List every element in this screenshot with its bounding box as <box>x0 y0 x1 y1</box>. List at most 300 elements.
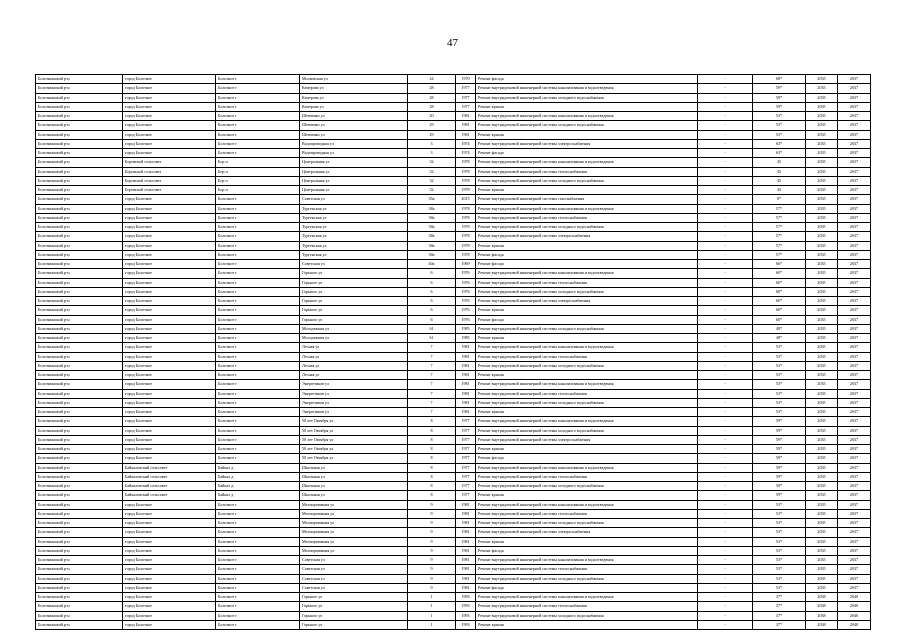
house-number-cell: 38а <box>408 250 456 259</box>
settlement-cell: Болотное г <box>216 454 300 463</box>
period-end-cell: 2037 <box>838 158 871 167</box>
dash-cell: - <box>698 149 753 158</box>
table-row <box>36 435 871 444</box>
dash-cell: - <box>698 593 753 602</box>
year-cell: 1977 <box>456 445 476 454</box>
house-number-cell: 7 <box>408 343 456 352</box>
district-cell: Болотнинский р-н <box>36 223 123 232</box>
wear-cell: 59* <box>753 102 806 111</box>
district-cell: Болотнинский р-н <box>36 509 123 518</box>
work-type-cell: Ремонт крыши <box>476 371 698 380</box>
settlement-cell: Болотное г <box>216 519 300 528</box>
settlement-cell: Болотное г <box>216 620 300 629</box>
work-type-cell: Ремонт внутридомовой инженерной системы теплоснабжения <box>476 278 698 287</box>
dash-cell: - <box>698 574 753 583</box>
year-cell: 1977 <box>456 84 476 93</box>
municipality-cell: город Болотное <box>123 454 216 463</box>
work-type-cell: Ремонт фасада <box>476 583 698 592</box>
table-row <box>36 232 871 241</box>
street-cell: Горького ул <box>300 269 408 278</box>
house-number-cell: 1 <box>408 602 456 611</box>
table-row <box>36 250 871 259</box>
work-type-cell: Ремонт внутридомовой инженерной системы холодного водоснабжения <box>476 519 698 528</box>
settlement-cell: Байкал д <box>216 463 300 472</box>
period-end-cell: 2037 <box>838 324 871 333</box>
dash-cell: - <box>698 398 753 407</box>
dash-cell: - <box>698 112 753 121</box>
house-number-cell: 28 <box>408 102 456 111</box>
house-number-cell: 9 <box>408 537 456 546</box>
municipality-cell: город Болотное <box>123 574 216 583</box>
year-cell: 1978 <box>456 250 476 259</box>
work-type-cell: Ремонт крыши <box>476 537 698 546</box>
district-cell: Болотнинский р-н <box>36 176 123 185</box>
dash-cell: - <box>698 482 753 491</box>
year-cell: 1981 <box>456 112 476 121</box>
district-cell: Болотнинский р-н <box>36 213 123 222</box>
wear-cell: 59* <box>753 454 806 463</box>
period-end-cell: 2037 <box>838 537 871 546</box>
year-cell: 1969 <box>456 260 476 269</box>
district-cell: Болотнинский р-н <box>36 371 123 380</box>
table-row <box>36 241 871 250</box>
year-cell: 1977 <box>456 417 476 426</box>
wear-cell: 60* <box>753 269 806 278</box>
year-cell: 1981 <box>456 528 476 537</box>
municipality-cell: город Болотное <box>123 315 216 324</box>
work-type-cell: Ремонт внутридомовой инженерной системы теплоснабжения <box>476 509 698 518</box>
work-type-cell: Ремонт фасада <box>476 260 698 269</box>
dash-cell: - <box>698 167 753 176</box>
year-cell: 1978 <box>456 213 476 222</box>
period-end-cell: 2037 <box>838 398 871 407</box>
house-number-cell: 32 <box>408 158 456 167</box>
settlement-cell: Болотное г <box>216 269 300 278</box>
year-cell: 1981 <box>456 408 476 417</box>
house-number-cell: 9 <box>408 546 456 555</box>
house-number-cell: 7 <box>408 398 456 407</box>
wear-cell: 59* <box>753 445 806 454</box>
period-start-cell: 2035 <box>806 158 838 167</box>
wear-cell: 48* <box>753 324 806 333</box>
street-cell: Советская ул <box>300 583 408 592</box>
table-body <box>36 75 871 630</box>
period-start-cell: 2035 <box>806 435 838 444</box>
municipality-cell: город Болотное <box>123 241 216 250</box>
house-number-cell: 40а <box>408 260 456 269</box>
district-cell: Болотнинский р-н <box>36 574 123 583</box>
wear-cell: 63* <box>753 139 806 148</box>
street-cell: Горького ул <box>300 306 408 315</box>
table-row <box>36 602 871 611</box>
settlement-cell: Болотное г <box>216 223 300 232</box>
house-number-cell: 7 <box>408 352 456 361</box>
work-type-cell: Ремонт фасада <box>476 75 698 84</box>
settlement-cell: Болотное г <box>216 204 300 213</box>
work-type-cell: Ремонт внутридомовой инженерной системы холодного водоснабжения <box>476 574 698 583</box>
dash-cell: - <box>698 611 753 620</box>
dash-cell: - <box>698 84 753 93</box>
period-end-cell: 2037 <box>838 528 871 537</box>
period-start-cell: 2035 <box>806 556 838 565</box>
house-number-cell: 6 <box>408 269 456 278</box>
settlement-cell: Болотное г <box>216 426 300 435</box>
year-cell: 1985 <box>456 324 476 333</box>
municipality-cell: город Болотное <box>123 417 216 426</box>
wear-cell: 45 <box>753 176 806 185</box>
wear-cell: 53* <box>753 546 806 555</box>
municipality-cell: Байкаловский сельсовет <box>123 463 216 472</box>
settlement-cell: Болотное г <box>216 213 300 222</box>
year-cell: 1981 <box>456 121 476 130</box>
street-cell: Горького ул <box>300 620 408 629</box>
district-cell: Болотнинский р-н <box>36 546 123 555</box>
page-number: 47 <box>447 37 458 49</box>
street-cell: Энергетиков ул <box>300 380 408 389</box>
street-cell: Молодежная ул <box>300 334 408 343</box>
table-row <box>36 343 871 352</box>
district-cell: Болотнинский р-н <box>36 491 123 500</box>
period-start-cell: 2035 <box>806 324 838 333</box>
municipality-cell: город Болотное <box>123 213 216 222</box>
work-type-cell: Ремонт внутридомовой инженерной системы электроснабжения <box>476 528 698 537</box>
dash-cell: - <box>698 75 753 84</box>
house-number-cell: 8 <box>408 472 456 481</box>
settlement-cell: Болотное г <box>216 537 300 546</box>
period-end-cell: 2037 <box>838 93 871 102</box>
table-row <box>36 371 871 380</box>
settlement-cell: Болотное г <box>216 583 300 592</box>
street-cell: Советская ул <box>300 565 408 574</box>
settlement-cell: Болотное г <box>216 556 300 565</box>
municipality-cell: город Болотное <box>123 269 216 278</box>
table-row <box>36 269 871 278</box>
year-cell: 1976 <box>456 297 476 306</box>
period-end-cell: 2037 <box>838 213 871 222</box>
table-row <box>36 482 871 491</box>
wear-cell: 60* <box>753 278 806 287</box>
settlement-cell: Болотное г <box>216 306 300 315</box>
period-end-cell: 2037 <box>838 297 871 306</box>
table-row <box>36 352 871 361</box>
period-start-cell: 2035 <box>806 463 838 472</box>
settlement-cell: Болотное г <box>216 361 300 370</box>
work-type-cell: Ремонт внутридомовой инженерной системы теплоснабжения <box>476 602 698 611</box>
period-end-cell: 2037 <box>838 454 871 463</box>
work-type-cell: Ремонт внутридомовой инженерной системы холодного водоснабжения <box>476 121 698 130</box>
district-cell: Болотнинский р-н <box>36 352 123 361</box>
house-number-cell: 1 <box>408 620 456 629</box>
municipality-cell: город Болотное <box>123 556 216 565</box>
street-cell: Школьная ул <box>300 472 408 481</box>
district-cell: Болотнинский р-н <box>36 315 123 324</box>
house-number-cell: 7 <box>408 380 456 389</box>
municipality-cell: Боровской сельсовет <box>123 186 216 195</box>
dash-cell: - <box>698 278 753 287</box>
settlement-cell: Болотное г <box>216 500 300 509</box>
municipality-cell: город Болотное <box>123 352 216 361</box>
municipality-cell: город Болотное <box>123 204 216 213</box>
work-type-cell: Ремонт крыши <box>476 186 698 195</box>
dash-cell: - <box>698 500 753 509</box>
settlement-cell: Болотное г <box>216 75 300 84</box>
dash-cell: - <box>698 380 753 389</box>
municipality-cell: город Болотное <box>123 121 216 130</box>
settlement-cell: Болотное г <box>216 380 300 389</box>
table-row <box>36 84 871 93</box>
street-cell: Мелиоративная ул <box>300 519 408 528</box>
district-cell: Болотнинский р-н <box>36 417 123 426</box>
settlement-cell: Болотное г <box>216 398 300 407</box>
table-row <box>36 519 871 528</box>
year-cell: 1981 <box>456 371 476 380</box>
house-number-cell: 29 <box>408 130 456 139</box>
period-start-cell: 2035 <box>806 93 838 102</box>
settlement-cell: Болотное г <box>216 417 300 426</box>
period-start-cell: 2035 <box>806 371 838 380</box>
table-row <box>36 315 871 324</box>
municipality-cell: город Болотное <box>123 435 216 444</box>
period-end-cell: 2037 <box>838 260 871 269</box>
wear-cell: 53* <box>753 500 806 509</box>
district-cell: Болотнинский р-н <box>36 583 123 592</box>
street-cell: Московская ул <box>300 75 408 84</box>
settlement-cell: Болотное г <box>216 509 300 518</box>
dash-cell: - <box>698 417 753 426</box>
street-cell: Центральная ул <box>300 186 408 195</box>
table-row <box>36 556 871 565</box>
district-cell: Болотнинский р-н <box>36 297 123 306</box>
period-start-cell: 2035 <box>806 84 838 93</box>
period-end-cell: 2037 <box>838 149 871 158</box>
year-cell: 1978 <box>456 186 476 195</box>
district-cell: Болотнинский р-н <box>36 620 123 629</box>
municipality-cell: город Болотное <box>123 565 216 574</box>
year-cell: 1993 <box>456 620 476 629</box>
period-end-cell: 2040 <box>838 593 871 602</box>
house-number-cell: 7 <box>408 371 456 380</box>
wear-cell: 59* <box>753 426 806 435</box>
municipality-cell: Боровской сельсовет <box>123 167 216 176</box>
wear-cell: 53* <box>753 537 806 546</box>
district-cell: Болотнинский р-н <box>36 380 123 389</box>
settlement-cell: Байкал д <box>216 482 300 491</box>
wear-cell: 53* <box>753 112 806 121</box>
district-cell: Болотнинский р-н <box>36 519 123 528</box>
settlement-cell: Болотное г <box>216 611 300 620</box>
work-type-cell: Ремонт внутридомовой инженерной системы канализования и водоотведения <box>476 112 698 121</box>
district-cell: Болотнинский р-н <box>36 500 123 509</box>
year-cell: 1977 <box>456 463 476 472</box>
municipality-cell: город Болотное <box>123 371 216 380</box>
municipality-cell: город Болотное <box>123 324 216 333</box>
year-cell: 1976 <box>456 278 476 287</box>
dash-cell: - <box>698 463 753 472</box>
period-start-cell: 2035 <box>806 398 838 407</box>
work-type-cell: Ремонт крыши <box>476 130 698 139</box>
dash-cell: - <box>698 130 753 139</box>
table-row <box>36 491 871 500</box>
work-type-cell: Ремонт внутридомовой инженерной системы холодного водоснабжения <box>476 398 698 407</box>
wear-cell: 59* <box>753 84 806 93</box>
wear-cell: 53* <box>753 565 806 574</box>
wear-cell: 57* <box>753 250 806 259</box>
period-start-cell: 2035 <box>806 278 838 287</box>
period-start-cell: 2038 <box>806 593 838 602</box>
wear-cell: 59* <box>753 491 806 500</box>
wear-cell: 45 <box>753 186 806 195</box>
district-cell: Болотнинский р-н <box>36 186 123 195</box>
work-type-cell: Ремонт внутридомовой инженерной системы электроснабжения <box>476 297 698 306</box>
dash-cell: - <box>698 121 753 130</box>
municipality-cell: город Болотное <box>123 84 216 93</box>
street-cell: Тургенская ул <box>300 204 408 213</box>
street-cell: Тургенская ул <box>300 232 408 241</box>
settlement-cell: Болотное г <box>216 102 300 111</box>
period-end-cell: 2037 <box>838 195 871 204</box>
settlement-cell: Болотное г <box>216 593 300 602</box>
table-row <box>36 204 871 213</box>
municipality-cell: город Болотное <box>123 380 216 389</box>
municipality-cell: город Болотное <box>123 389 216 398</box>
wear-cell: 59* <box>753 463 806 472</box>
period-start-cell: 2035 <box>806 417 838 426</box>
period-end-cell: 2037 <box>838 574 871 583</box>
street-cell: Тургенская ул <box>300 213 408 222</box>
house-number-cell: 9 <box>408 583 456 592</box>
district-cell: Болотнинский р-н <box>36 84 123 93</box>
wear-cell: 37* <box>753 602 806 611</box>
period-start-cell: 2035 <box>806 121 838 130</box>
district-cell: Болотнинский р-н <box>36 445 123 454</box>
municipality-cell: город Болотное <box>123 509 216 518</box>
district-cell: Болотнинский р-н <box>36 343 123 352</box>
street-cell: Горького ул <box>300 602 408 611</box>
period-end-cell: 2037 <box>838 167 871 176</box>
house-number-cell: 38а <box>408 213 456 222</box>
year-cell: 1981 <box>456 537 476 546</box>
district-cell: Болотнинский р-н <box>36 195 123 204</box>
table-row <box>36 186 871 195</box>
year-cell: 1981 <box>456 130 476 139</box>
settlement-cell: Болотное г <box>216 315 300 324</box>
wear-cell: 53* <box>753 528 806 537</box>
settlement-cell: Болотное г <box>216 574 300 583</box>
settlement-cell: Болотное г <box>216 84 300 93</box>
work-type-cell: Ремонт внутридомовой инженерной системы канализования и водоотведения <box>476 500 698 509</box>
wear-cell: 53* <box>753 408 806 417</box>
house-number-cell: 8 <box>408 435 456 444</box>
table-row <box>36 611 871 620</box>
street-cell: Школьная ул <box>300 463 408 472</box>
street-cell: Горького ул <box>300 297 408 306</box>
year-cell: 1978 <box>456 204 476 213</box>
settlement-cell: Болотное г <box>216 565 300 574</box>
dash-cell: - <box>698 620 753 629</box>
municipality-cell: город Болотное <box>123 278 216 287</box>
house-number-cell: 32 <box>408 186 456 195</box>
period-start-cell: 2035 <box>806 186 838 195</box>
house-number-cell: 9 <box>408 500 456 509</box>
work-type-cell: Ремонт крыши <box>476 491 698 500</box>
district-cell: Болотнинский р-н <box>36 102 123 111</box>
period-start-cell: 2035 <box>806 287 838 296</box>
district-cell: Болотнинский р-н <box>36 112 123 121</box>
house-number-cell: 9 <box>408 519 456 528</box>
work-type-cell: Ремонт фасада <box>476 315 698 324</box>
year-cell: 1981 <box>456 500 476 509</box>
wear-cell: 63* <box>753 149 806 158</box>
table-row <box>36 417 871 426</box>
work-type-cell: Ремонт крыши <box>476 408 698 417</box>
table-row <box>36 565 871 574</box>
district-cell: Болотнинский р-н <box>36 75 123 84</box>
period-end-cell: 2037 <box>838 102 871 111</box>
street-cell: Советская ул <box>300 195 408 204</box>
municipality-cell: город Болотное <box>123 223 216 232</box>
district-cell: Болотнинский р-н <box>36 334 123 343</box>
house-number-cell: 9 <box>408 565 456 574</box>
street-cell: Водопроводная ул <box>300 139 408 148</box>
table-row <box>36 574 871 583</box>
district-cell: Болотнинский р-н <box>36 158 123 167</box>
year-cell: 1981 <box>456 361 476 370</box>
year-cell: 1978 <box>456 158 476 167</box>
street-cell: Советская ул <box>300 260 408 269</box>
municipality-cell: город Болотное <box>123 528 216 537</box>
period-start-cell: 2035 <box>806 250 838 259</box>
year-cell: 1977 <box>456 435 476 444</box>
table-row <box>36 102 871 111</box>
work-type-cell: Ремонт внутридомовой инженерной системы холодного водоснабжения <box>476 176 698 185</box>
year-cell: 1977 <box>456 102 476 111</box>
street-cell: Лесная ул <box>300 361 408 370</box>
year-cell: 1981 <box>456 556 476 565</box>
work-type-cell: Ремонт фасада <box>476 454 698 463</box>
period-start-cell: 2035 <box>806 241 838 250</box>
period-start-cell: 2035 <box>806 306 838 315</box>
municipality-cell: город Болотное <box>123 602 216 611</box>
district-cell: Болотнинский р-н <box>36 121 123 130</box>
period-end-cell: 2037 <box>838 583 871 592</box>
period-end-cell: 2037 <box>838 287 871 296</box>
house-number-cell: 9 <box>408 528 456 537</box>
period-start-cell: 2035 <box>806 500 838 509</box>
work-type-cell: Ремонт крыши <box>476 306 698 315</box>
period-start-cell: 2035 <box>806 149 838 158</box>
capital-repair-table <box>35 74 871 630</box>
settlement-cell: Болотное г <box>216 241 300 250</box>
year-cell: 1977 <box>456 491 476 500</box>
settlement-cell: Болотное г <box>216 371 300 380</box>
district-cell: Болотнинский р-н <box>36 287 123 296</box>
period-end-cell: 2037 <box>838 186 871 195</box>
house-number-cell: 3 <box>408 149 456 158</box>
period-end-cell: 2037 <box>838 491 871 500</box>
table-row <box>36 149 871 158</box>
table-row <box>36 306 871 315</box>
period-start-cell: 2035 <box>806 204 838 213</box>
wear-cell: 53* <box>753 352 806 361</box>
work-type-cell: Ремонт внутридомовой инженерной системы теплоснабжения <box>476 213 698 222</box>
period-end-cell: 2037 <box>838 500 871 509</box>
settlement-cell: Бор п <box>216 176 300 185</box>
year-cell: 1993 <box>456 602 476 611</box>
table-row <box>36 297 871 306</box>
house-number-cell: 1 <box>408 593 456 602</box>
street-cell: 50 лет Октября ул <box>300 417 408 426</box>
period-end-cell: 2037 <box>838 361 871 370</box>
